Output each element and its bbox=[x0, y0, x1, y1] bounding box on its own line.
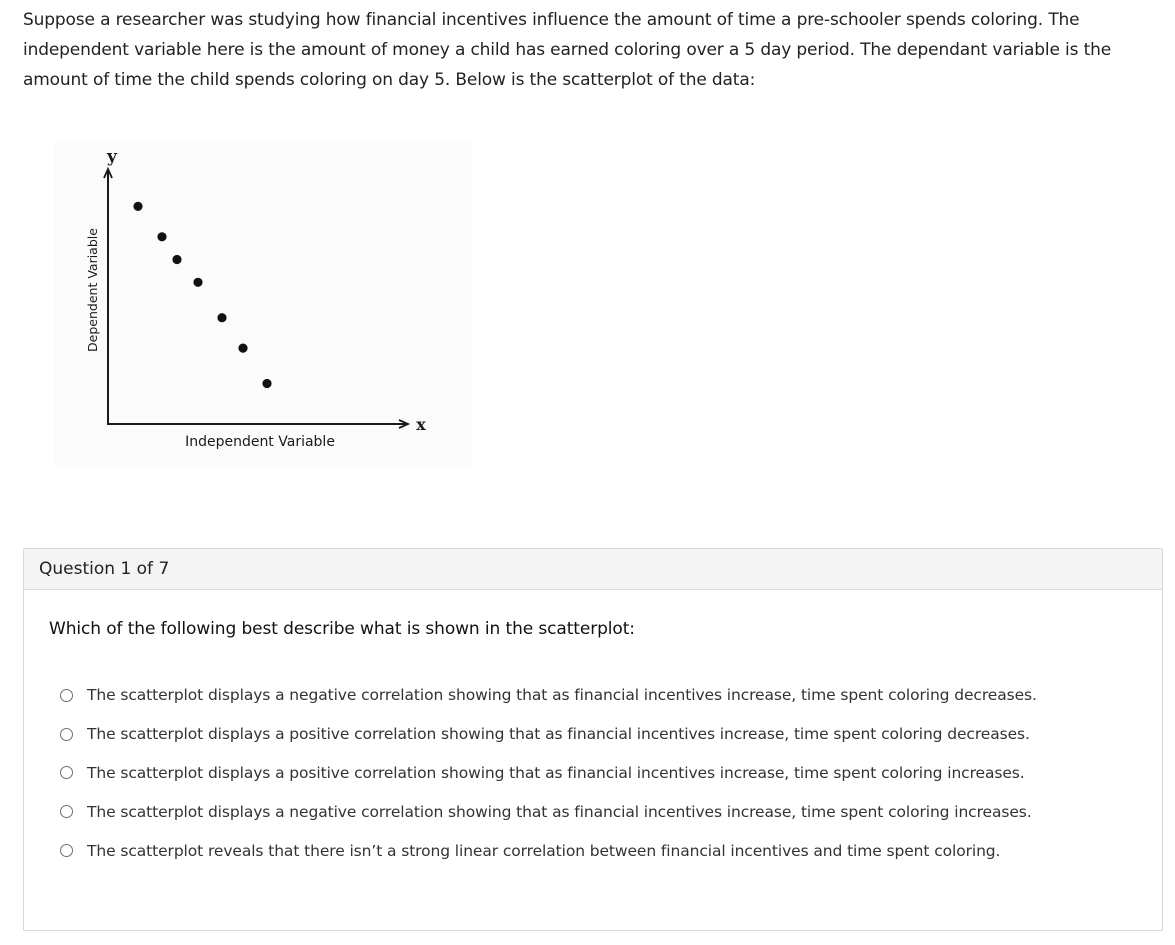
scatter-point-3 bbox=[172, 255, 181, 264]
scatterplot-figure bbox=[55, 143, 472, 465]
scatter-points bbox=[133, 202, 271, 388]
answer-option-label: The scatterplot displays a positive correlation showing that as financial incentives increase, time spent coloring decreases. bbox=[87, 725, 1030, 744]
x-axis-label: Independent Variable bbox=[185, 434, 335, 450]
answer-option-label: The scatterplot displays a positive correlation showing that as financial incentives increase, time spent coloring increases. bbox=[87, 763, 1025, 782]
scatterplot-chart bbox=[55, 143, 472, 465]
answer-option[interactable] bbox=[60, 831, 1037, 870]
x-axis-letter: x bbox=[416, 415, 426, 434]
scatter-point-2 bbox=[157, 232, 166, 241]
answer-option[interactable] bbox=[60, 715, 1037, 754]
radio-button[interactable] bbox=[60, 689, 73, 702]
answer-option[interactable] bbox=[60, 676, 1037, 715]
answer-option[interactable] bbox=[60, 792, 1037, 831]
answer-option[interactable] bbox=[60, 754, 1037, 793]
answer-option-label: The scatterplot displays a negative correlation showing that as financial incentives increase, time spent coloring decreases. bbox=[87, 686, 1037, 705]
radio-button[interactable] bbox=[60, 728, 73, 741]
radio-button[interactable] bbox=[60, 844, 73, 857]
question-counter: Question 1 of 7 bbox=[24, 549, 1162, 590]
answer-option-label: The scatterplot displays a negative correlation showing that as financial incentives increase, time spent coloring increases. bbox=[87, 802, 1032, 821]
scatter-point-5 bbox=[217, 313, 226, 322]
intro-paragraph: Suppose a researcher was studying how financial incentives influence the amount of time a pre-schooler spends coloring. The independent variable here is the amount of money a child has earned coloring over a 5 day period. The dependant variable is the amount of time the child spends coloring on day 5. Below is the scatterplot of the data: bbox=[23, 10, 1112, 90]
answer-option-label: The scatterplot reveals that there isn’t a strong linear correlation between financial incentives and time spent coloring. bbox=[87, 841, 1001, 860]
scatter-point-1 bbox=[133, 202, 142, 211]
scatter-point-4 bbox=[193, 278, 202, 287]
answer-options bbox=[60, 676, 1037, 870]
scatter-point-7 bbox=[262, 379, 271, 388]
question-prompt: Which of the following best describe what is shown in the scatterplot: bbox=[49, 619, 635, 639]
radio-button[interactable] bbox=[60, 805, 73, 818]
question-card bbox=[23, 548, 1163, 931]
radio-button[interactable] bbox=[60, 766, 73, 779]
scatter-point-6 bbox=[238, 344, 247, 353]
y-axis-label: Dependent Variable bbox=[85, 228, 100, 352]
y-axis-letter: y bbox=[107, 147, 117, 167]
